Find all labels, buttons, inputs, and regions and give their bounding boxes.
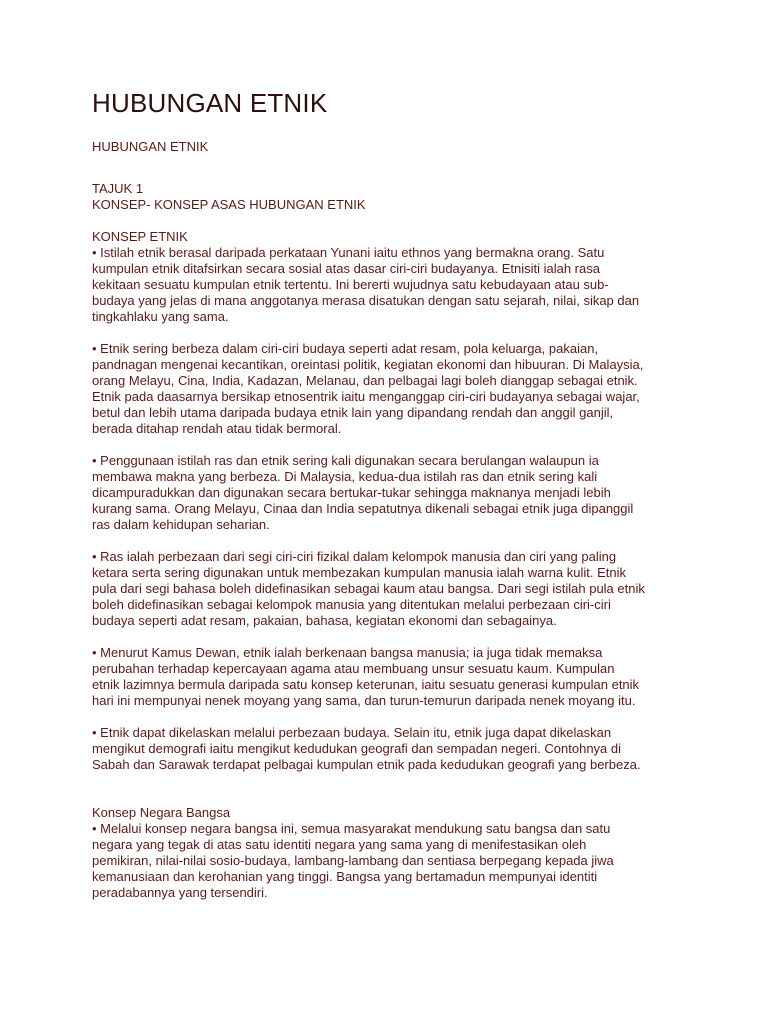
section-spacer bbox=[92, 789, 712, 805]
paragraph: • Istilah etnik berasal daripada perkataan Yunani iaitu ethnos yang bermakna orang. Satu kumpulan etnik ditafsirkan secara sosial atas dasar ciri-ciri budayanya. Etnisiti ialah rasa kekitaan sesuatu kumpulan etnik tertentu. Ini bererti wujudnya satu kebudayaan atau sub- budaya yang jelas di mana anggotanya merasa disatukan dengan satu sejarah, nilai, sikap dan tingkahlaku yang sama. bbox=[92, 245, 640, 324]
section-konsep-etnik bbox=[92, 229, 712, 773]
tajuk-block bbox=[92, 181, 712, 213]
paragraph: • Ras ialah perbezaan dari segi ciri-ciri fizikal dalam kelompok manusia dan ciri yang paling ketara serta sering digunakan untuk membezakan kumpulan manusia ialah warna kulit. Etnik pula dari segi bahasa boleh didefinasikan sebagai kaum atau bangsa. Dari segi istilah pula etnik boleh didefinasikan sebagai kelompok manusia yang ditentukan melalui perbezaan ciri-ciri budaya seperti adat resam, pakaian, bahasa, kegiatan ekonomi dan sebagainya. bbox=[92, 549, 645, 628]
document-subtitle: HUBUNGAN ETNIK bbox=[92, 139, 209, 154]
paragraph: • Etnik dapat dikelaskan melalui perbezaan budaya. Selain itu, etnik juga dapat dikelaskan mengikut demografi iaitu mengikut kedudukan geografi dan sempadan negeri. Contohnya di Sabah dan Sarawak terdapat pelbagai kumpulan etnik pada kedudukan geografi yang berbeza. bbox=[92, 725, 641, 772]
document-title: HUBUNGAN ETNIK bbox=[92, 88, 328, 118]
section-title: KONSEP ETNIK bbox=[92, 229, 188, 244]
section-title: Konsep Negara Bangsa bbox=[92, 805, 231, 820]
paragraph: • Etnik sering berbeza dalam ciri-ciri budaya seperti adat resam, pola keluarga, pakaian, pandnagan mengenai kecantikan, oreintasi politik, kegiatan ekonomi dan hibuuran. Di Malaysia, orang Melayu, Cina, India, Kadazan, Melanau, dan pelbagai lagi boleh dianggap sebagai etnik. Etnik pada daasarnya bersikap etnosentrik iaitu menganggap ciri-ciri budayanya sebagai wajar, betul dan lebih utama daripada budaya etnik lain yang dipandang rendah dan anggil ganjil, berada ditahap rendah atau tidak bermoral. bbox=[92, 341, 644, 436]
paragraph: • Menurut Kamus Dewan, etnik ialah berkenaan bangsa manusia; ia juga tidak memaksa perubahan terhadap kepercayaan agama atau membuang unsur sesuatu kaum. Kumpulan etnik lazimnya bermula daripada satu konsep keterunan, iaitu sesuatu generasi kumpulan etnik hari ini mempunyai nenek moyang yang sama, dan turun-temurun daripada nenek moyang itu. bbox=[92, 645, 640, 708]
document-page bbox=[92, 86, 712, 917]
section-konsep-negara-bangsa bbox=[92, 805, 712, 901]
paragraph: • Melalui konsep negara bangsa ini, semua masyarakat mendukung satu bangsa dan satu negara yang tegak di atas satu identiti negara yang sama yang di menifestasikan oleh pemikiran, nilai-nilai sosio-budaya, lambang-lambang dan sentiasa berpegang kepada jiwa kemanusiaan dan kerohanian yang tinggi. Bangsa yang bertamadun mempunyai identiti peradabannya yang tersendiri. bbox=[92, 821, 614, 900]
tajuk-number: TAJUK 1 bbox=[92, 181, 144, 196]
paragraph: • Penggunaan istilah ras dan etnik sering kali digunakan secara berulangan walaupun ia membawa makna yang berbeza. Di Malaysia, kedua-dua istilah ras dan etnik sering kali dicampuradukkan dan digunakan secara bertukar-tukar sehingga maknanya menjadi lebih kurang sama. Orang Melayu, Cinaa dan India sepatutnya dikenali sebagai etnik juga dipanggil ras dalam kehidupan seharian. bbox=[92, 453, 634, 532]
tajuk-title: KONSEP- KONSEP ASAS HUBUNGAN ETNIK bbox=[92, 197, 366, 212]
